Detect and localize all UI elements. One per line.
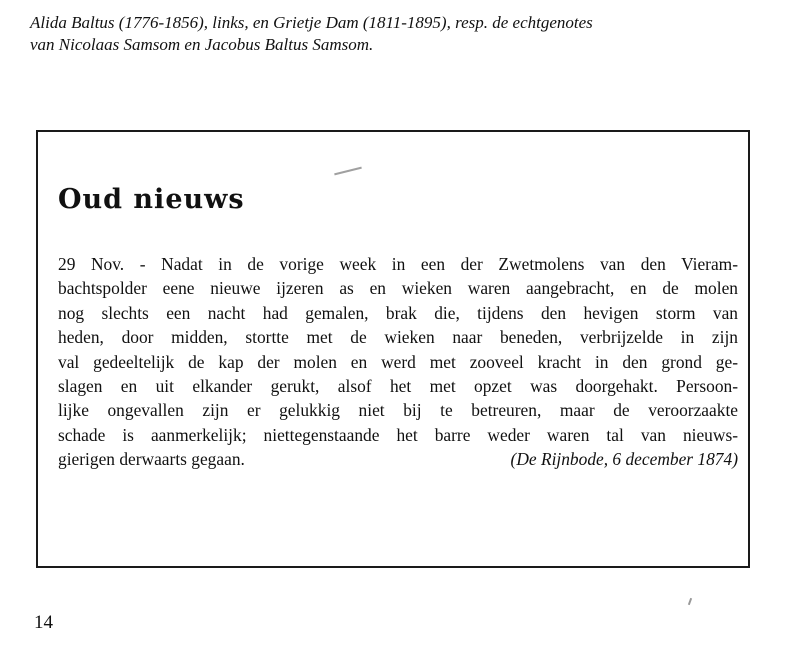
print-smudge [334,167,362,176]
article-line-9: gierigen derwaarts gegaan. [58,449,245,470]
article-last-line [58,447,738,471]
article-source: (De Rijnbode, 6 december 1874) [510,449,738,470]
article-line-4: heden, door midden, stortte met de wieken naar beneden, verbrijzelde in zijn [58,327,738,348]
caption-line-1: Alida Baltus (1776-1856), links, en Grietje Dam (1811-1895), resp. de echtgenotes [30,13,593,32]
page-number: 14 [34,612,53,633]
article-line-7: lijke ongevallen zijn er gelukkig niet bij te betreuren, maar de veroorzaakte [58,400,738,421]
article-text [58,252,738,472]
caption-line-2: van Nicolaas Samsom en Jacobus Baltus Samsom. [30,35,374,54]
article-line-1: 29 Nov. - Nadat in de vorige week in een der Zwetmolens van den Vieram- [58,254,738,274]
article-line-2: bachtspolder eene nieuwe ijzeren as en wieken waren aangebracht, en de molen [58,278,738,299]
article-line-3: nog slechts een nacht had gemalen, brak die, tijdens den hevigen storm van [58,302,738,323]
article-line-5: val gedeeltelijk de kap der molen en werd met zooveel kracht in den grond ge- [58,351,738,372]
article-line-8: schade is aanmerkelijk; niettegenstaande het barre weder waren tal van nieuws- [58,424,738,445]
photo-caption [30,12,790,56]
print-speck [688,598,692,605]
article-line-6: slagen en uit elkander gerukt, alsof het met opzet was doorgehakt. Persoon- [58,376,738,397]
box-heading: Oud nieuws [58,184,245,215]
news-box [36,130,750,568]
